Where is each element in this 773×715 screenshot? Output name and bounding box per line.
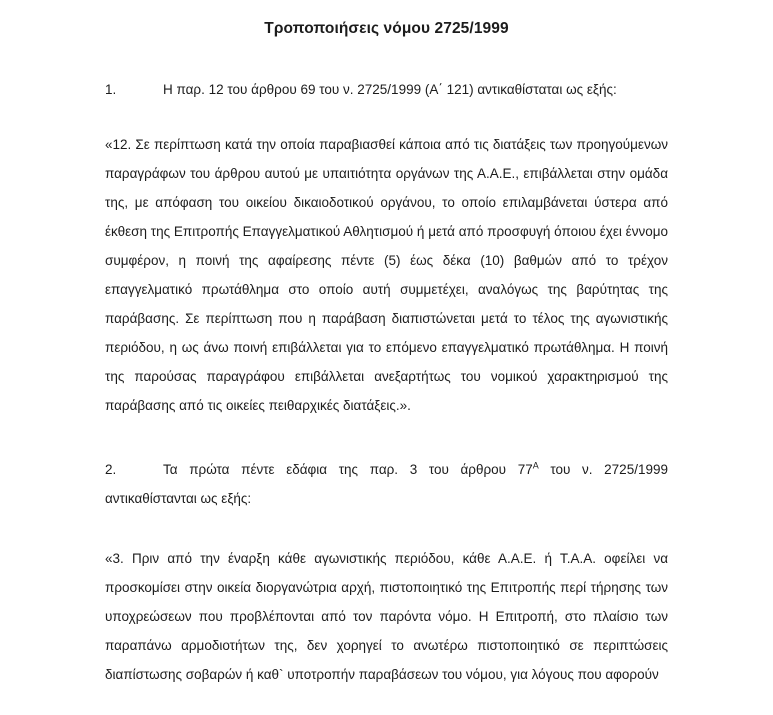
article-superscript: Α	[532, 460, 539, 471]
document-title: Τροποποιήσεις νόμου 2725/1999	[264, 20, 509, 37]
section-2-intro-text: Τα πρώτα πέντε εδάφια της παρ. 3 του άρθρου 77	[163, 462, 533, 477]
section-2-intro-line-2: αντικαθίστανται ως εξής:	[105, 491, 252, 506]
section-2-intro-text-after: του ν. 2725/1999	[538, 462, 668, 477]
section-2-number: 2.	[105, 462, 117, 477]
section-2	[105, 455, 668, 513]
section-1-number: 1.	[105, 82, 117, 97]
section-1-intro: Η παρ. 12 του άρθρου 69 του ν. 2725/1999 (Α΄ 121) αντικαθίσταται ως εξής:	[163, 82, 617, 97]
section-2-intro-line-1	[105, 455, 668, 484]
section-1	[105, 75, 668, 104]
section-1-quoted-provision: «12. Σε περίπτωση κατά την οποία παραβιασθεί κάποια από τις διατάξεις των προηγούμενων παραγράφων του άρθρου αυτού με υπαιτιότητα οργάνων της Α.Α.Ε., επιβάλλεται στην ομάδα της, με απόφαση του οικείου δικαιοδοτικού οργάνου, το οποίο επιλαμβάνεται ύστερα από έκθεση της Επιτροπής Επαγγελματικού Αθλητισμού ή μετά από προσφυγή όποιου έχει έννομο συμφέρον, η ποινή της αφαίρεσης πέντε (5) έως δέκα (10) βαθμών από το τρέχον επαγγελματικό πρωτάθλημα στο οποίο αυτή συμμετέχει, αναλόγως της βαρύτητας της παράβασης. Σε περίπτωση που η παράβαση διαπιστώνεται μετά το τέλος της αγωνιστικής περιόδου, η ως άνω ποινή επιβάλλεται για το επόμενο επαγγελματικό πρωτάθλημα. Η ποινή της παρούσας παραγράφου επιβάλλεται ανεξαρτήτως του νομικού χαρακτηρισμού της παράβασης από τις οικείες πειθαρχικές διατάξεις.».	[105, 137, 668, 413]
section-2-quoted-provision: «3. Πριν από την έναρξη κάθε αγωνιστικής περιόδου, κάθε Α.Α.Ε. ή Τ.Α.Α. οφείλει να προσκομίσει στην οικεία διοργανώτρια αρχή, πιστοποιητικό της Επιτροπής περί τήρησης των υποχρεώσεων που προβλέπονται από τον παρόντα νόμο. Η Επιτροπή, στο πλαίσιο των παραπάνω αρμοδιοτήτων της, δεν χορηγεί το ανωτέρω πιστοποιητικό σε περιπτώσεις διαπίστωσης σοβαρών ή καθ` υποτροπήν παραβάσεων του νόμου, για λόγους που αφορούν	[105, 551, 668, 682]
